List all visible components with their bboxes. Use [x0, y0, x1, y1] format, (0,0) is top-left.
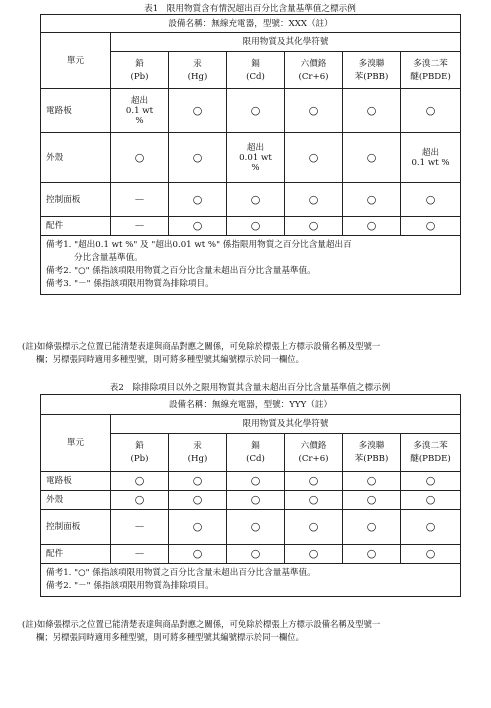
column-header — [285, 434, 343, 472]
row-label: 電路板 — [41, 89, 111, 133]
cell-text: 0.1 wt — [125, 105, 154, 116]
table-cell — [227, 472, 285, 491]
cell-text: % — [251, 162, 260, 173]
column-header-symbol: (Cr+6) — [298, 71, 329, 82]
cell-text: 超出 — [421, 147, 440, 158]
cell-text: ○ — [366, 103, 377, 117]
column-header-name: 多溴聯 — [358, 58, 385, 69]
table1-unit-header: 單元 — [41, 33, 111, 89]
table-cell — [169, 472, 227, 491]
column-header-name: 多溴聯 — [358, 441, 385, 451]
table1-note-3: 備考3. "－" 係指該項限用物質為排除項目。 — [46, 279, 214, 289]
column-header-symbol: (Cd) — [246, 454, 265, 464]
table-cell — [111, 183, 169, 217]
table1-notes — [41, 236, 461, 295]
cell-text: ○ — [308, 520, 319, 533]
table-cell — [401, 545, 461, 564]
cell-text: ○ — [308, 219, 319, 232]
table1-note-1-cont: 分比含量基準值。 — [74, 253, 143, 263]
table1 — [40, 14, 461, 295]
table-cell — [111, 545, 169, 564]
table-cell — [285, 133, 343, 183]
table-row — [41, 133, 461, 183]
cell-text: ○ — [425, 219, 436, 232]
table-row — [41, 491, 461, 510]
cell-text: ○ — [366, 493, 377, 506]
cell-text: ○ — [134, 474, 145, 487]
row-label: 外殼 — [41, 133, 111, 183]
row-label: 電路板 — [41, 472, 111, 491]
column-header-symbol: (Hg) — [187, 71, 208, 82]
table1-group-header: 限用物質及其化學符號 — [111, 33, 461, 52]
table2-unit-header: 單元 — [41, 415, 111, 472]
table1-footnote-line1: (註)如條張標示之位置已能清楚表達與商品對應之關係，可免除於標張上方標示設備名稱及型號一 — [22, 341, 381, 351]
table-cell — [343, 217, 401, 236]
table2-equipment: 設備名稱：無線充電器，型號：YYY（註） — [41, 395, 461, 415]
column-header — [111, 52, 169, 89]
table-cell — [169, 545, 227, 564]
table-cell — [169, 183, 227, 217]
cell-text: ○ — [366, 192, 377, 206]
column-header — [227, 52, 285, 89]
table2-notes — [41, 564, 461, 597]
table1-equipment: 設備名稱：無線充電器，型號：XXX（註） — [41, 15, 461, 33]
cell-text: － — [134, 520, 145, 533]
table-row — [41, 183, 461, 217]
table-cell — [401, 217, 461, 236]
column-header-symbol: (Hg) — [187, 454, 208, 464]
column-header-symbol: (Cd) — [246, 71, 265, 82]
table1-footnote-line2: 欄；另標張同時適用多種型號，則可將多種型號其編號標示於同一欄位。 — [36, 354, 304, 364]
column-header-symbol: (Cr+6) — [298, 454, 329, 464]
row-label: 控制面板 — [41, 510, 111, 545]
table-cell — [227, 491, 285, 510]
column-header-symbol: 苯(PBB) — [354, 71, 389, 82]
table-cell — [401, 89, 461, 133]
column-header-name: 多溴二苯 — [413, 441, 448, 451]
table-cell — [343, 491, 401, 510]
cell-text: ○ — [366, 547, 377, 560]
column-header — [169, 434, 227, 472]
table-row — [41, 89, 461, 133]
column-header-name: 鉛 — [135, 58, 144, 69]
cell-text: ○ — [192, 103, 203, 117]
column-header-symbol: (Pb) — [130, 454, 149, 464]
table-cell — [111, 133, 169, 183]
table-cell — [227, 510, 285, 545]
table-cell — [343, 545, 401, 564]
cell-text: ○ — [425, 474, 436, 487]
cell-text: ○ — [192, 493, 203, 506]
table-cell — [343, 183, 401, 217]
cell-text: % — [135, 115, 144, 126]
table-cell — [227, 217, 285, 236]
cell-text: ○ — [250, 493, 261, 506]
column-header — [343, 434, 401, 472]
cell-text: 0.01 wt — [239, 152, 272, 163]
table-cell — [285, 183, 343, 217]
cell-text: ○ — [308, 103, 319, 117]
table-cell — [343, 472, 401, 491]
table-cell — [169, 510, 227, 545]
column-header-name: 六價鉻 — [300, 58, 327, 69]
cell-text: ○ — [134, 493, 145, 506]
table-cell — [285, 89, 343, 133]
cell-text: ○ — [134, 150, 145, 164]
cell-text: ○ — [250, 192, 261, 206]
column-header — [227, 434, 285, 472]
cell-text: ○ — [425, 520, 436, 533]
table-cell — [285, 510, 343, 545]
cell-text: ○ — [192, 474, 203, 487]
cell-text: ○ — [366, 219, 377, 232]
cell-text: ○ — [308, 474, 319, 487]
cell-text: － — [134, 547, 145, 560]
table-cell — [401, 183, 461, 217]
column-header-name: 多溴二苯 — [413, 58, 448, 69]
table-cell — [111, 491, 169, 510]
cell-text: ○ — [192, 547, 203, 560]
row-label: 外殼 — [41, 491, 111, 510]
table-cell — [401, 472, 461, 491]
cell-text: ○ — [250, 520, 261, 533]
cell-text: ○ — [308, 493, 319, 506]
column-header-name: 汞 — [193, 58, 202, 69]
column-header — [285, 52, 343, 89]
table-cell — [285, 545, 343, 564]
table-cell — [111, 510, 169, 545]
column-header-name: 六價鉻 — [300, 441, 327, 451]
table-cell — [343, 510, 401, 545]
table-cell — [285, 491, 343, 510]
table-cell — [169, 217, 227, 236]
table-row — [41, 217, 461, 236]
cell-text: － — [134, 219, 145, 232]
table-cell — [111, 89, 169, 133]
table-cell — [285, 472, 343, 491]
cell-text: ○ — [308, 547, 319, 560]
table1-note-2: 備考2. "○" 係指該項限用物質之百分比含量未超出百分比含量基準值。 — [46, 266, 316, 276]
table-cell — [111, 217, 169, 236]
column-header-name: 鎘 — [251, 441, 260, 451]
cell-text: 0.1 wt % — [411, 157, 450, 168]
table2-note-2: 備考2. "－" 係指該項限用物質為排除項目。 — [46, 581, 214, 591]
cell-text: ○ — [250, 547, 261, 560]
column-header — [401, 52, 461, 89]
table-cell — [285, 217, 343, 236]
table2-footnote-line2: 欄；另標張同時適用多種型號，則可將多種型號其編號標示於同一欄位。 — [36, 632, 304, 642]
cell-text: ○ — [425, 493, 436, 506]
cell-text: 超出 — [246, 142, 265, 153]
cell-text: ○ — [250, 219, 261, 232]
table-row — [41, 510, 461, 545]
table-cell — [343, 89, 401, 133]
table-cell — [401, 491, 461, 510]
table2-footnote-line1: (註)如條張標示之位置已能清楚表達與商品對應之關係，可免除於標張上方標示設備名稱及型號一 — [22, 619, 381, 629]
table2-group-header: 限用物質及其化學符號 — [111, 415, 461, 434]
table-cell — [343, 133, 401, 183]
table-cell — [227, 545, 285, 564]
cell-text: ○ — [308, 150, 319, 164]
table-cell — [227, 133, 285, 183]
cell-text: ○ — [192, 192, 203, 206]
cell-text: ○ — [192, 219, 203, 232]
cell-text: ○ — [425, 547, 436, 560]
cell-text: ○ — [366, 520, 377, 533]
column-header-name: 汞 — [193, 441, 202, 451]
column-header-name: 鎘 — [251, 58, 260, 69]
row-label: 配件 — [41, 217, 111, 236]
cell-text: ○ — [250, 103, 261, 117]
table2-note-1: 備考1. "○" 係指該項限用物質之百分比含量未超出百分比含量基準值。 — [46, 568, 316, 578]
cell-text: ○ — [308, 192, 319, 206]
column-header-symbol: 醚(PBDE) — [410, 71, 451, 82]
cell-text: ○ — [425, 192, 436, 206]
table-row — [41, 472, 461, 491]
cell-text: ○ — [192, 520, 203, 533]
table2-footnote — [22, 618, 472, 644]
column-header-symbol: 苯(PBB) — [354, 454, 389, 464]
column-header-symbol: 醚(PBDE) — [410, 454, 451, 464]
table-cell — [169, 491, 227, 510]
table-cell — [401, 510, 461, 545]
column-header — [401, 434, 461, 472]
column-header-name: 鉛 — [135, 441, 144, 451]
table2-caption: 表2 除排除項目以外之限用物質其含量未超出百分比含量基準值之標示例 — [109, 383, 391, 393]
table1-note-1: 備考1. "超出0.1 wt %" 及 "超出0.01 wt %" 係指限用物質之百分比含量超出百 — [46, 240, 352, 250]
table-cell — [111, 472, 169, 491]
table2 — [40, 394, 461, 597]
table1-caption: 表1 限用物質含有情況超出百分比含量基準值之標示例 — [144, 4, 356, 14]
table-cell — [401, 133, 461, 183]
column-header-symbol: (Pb) — [130, 71, 149, 82]
column-header — [169, 52, 227, 89]
table-cell — [169, 89, 227, 133]
cell-text: ○ — [250, 474, 261, 487]
row-label: 控制面板 — [41, 183, 111, 217]
cell-text: ○ — [425, 103, 436, 117]
cell-text: ○ — [366, 150, 377, 164]
cell-text: － — [134, 192, 145, 206]
column-header — [111, 434, 169, 472]
row-label: 配件 — [41, 545, 111, 564]
table-row — [41, 545, 461, 564]
table1-footnote — [22, 340, 472, 366]
cell-text: ○ — [366, 474, 377, 487]
table-cell — [169, 133, 227, 183]
table-cell — [227, 183, 285, 217]
column-header — [343, 52, 401, 89]
cell-text: 超出 — [130, 95, 149, 106]
cell-text: ○ — [192, 150, 203, 164]
table-cell — [227, 89, 285, 133]
